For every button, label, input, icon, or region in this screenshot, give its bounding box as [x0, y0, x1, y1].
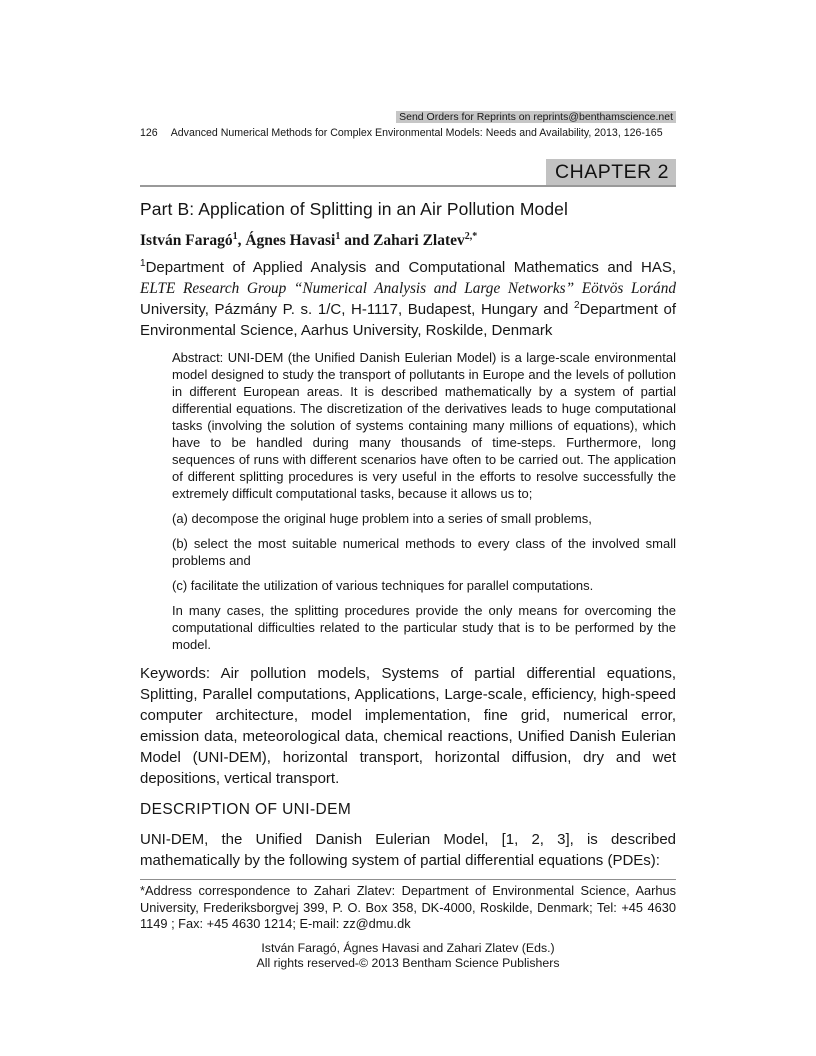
- keywords-label: Keywords:: [140, 665, 211, 682]
- reprint-notice-row: [140, 110, 676, 124]
- chapter-rule: [140, 159, 676, 187]
- affiliation-text-3b: Department of: [579, 301, 677, 318]
- keywords-paragraph: [140, 663, 676, 789]
- author-name-1: István Faragó: [140, 232, 233, 249]
- footnote-divider: [140, 879, 676, 880]
- keywords-text: Air pollution models, Systems of partial differential equations, Splitting, Parallel computations, Applications, Large-scale, efficiency, high-speed computer architecture, model implementation, fine grid, numerical error, emission data, meteorological data, chemical reactions, Unified Danish Eulerian Model (UNI-DEM), horizontal transport, horizontal diffusion, dry and wet depositions, vertical transport.: [140, 665, 677, 787]
- abstract-item-c: (c) facilitate the utilization of various techniques for parallel computations.: [172, 578, 594, 593]
- abstract-item-b: (b) select the most suitable numerical methods to every class of the involved small problems and: [172, 536, 676, 568]
- correspondence-footnote: *Address correspondence to Zahari Zlatev: Department of Environmental Science, Aarhus University, Frederiksborgvej 399, P. O. Box 358, DK-4000, Roskilde, Denmark; Tel: +45 4630 1149 ; Fax: +45 4630 1214; E-mail: zz@dmu.dk: [140, 883, 676, 931]
- abstract-body: UNI-DEM (the Unified Danish Eulerian Model) is a large-scale environmental model designed to study the transport of pollutants in Europe and the levels of pollution in different European areas. It is described mathematically by a system of partial differential equations. The discretization of the derivatives leads to huge computational tasks (involving the solution of systems containing many millions of equations), which have to be handled during many thousands of time-steps. Furthermore, long sequences of runs with different scenarios have often to be carried out. The application of different splitting procedures is very useful in the efforts to resolve successfully the extremely difficult computational tasks, because it allows us to;: [172, 350, 676, 501]
- running-head: [140, 127, 676, 140]
- abstract-section: [172, 349, 676, 653]
- abstract-paragraph: [172, 349, 676, 502]
- page-number: 126: [140, 127, 158, 139]
- abstract-closing: In many cases, the splitting procedures provide the only means for overcoming the computational difficulties related to the particular study that is to be performed by the model.: [172, 603, 676, 652]
- page-footer: [140, 941, 676, 973]
- footer-editors-line: István Faragó, Ágnes Havasi and Zahari Zlatev (Eds.): [261, 940, 555, 955]
- affiliation-line-2: ELTE Research Group “Numerical Analysis and Large Networks” Eötvös Loránd: [140, 280, 676, 297]
- affiliation-line-3: [140, 299, 676, 320]
- author-name-2: , Ágnes Havasi: [237, 232, 336, 249]
- affiliation-block: [140, 257, 676, 341]
- affiliation-line-1: [140, 257, 676, 278]
- affiliation-text-3a: University, Pázmány P. s. 1/C, H-1117, Budapest, Hungary and: [140, 301, 574, 318]
- author-name-3: and Zahari Zlatev: [340, 232, 465, 249]
- footer-copyright-line: All rights reserved-© 2013 Bentham Science Publishers: [256, 956, 560, 971]
- section-heading: DESCRIPTION OF UNI-DEM: [140, 801, 352, 818]
- author-sup-3: 2,*: [464, 230, 478, 242]
- abstract-item-a: (a) decompose the original huge problem into a series of small problems,: [172, 511, 592, 526]
- abstract-label: Abstract:: [172, 350, 224, 365]
- affiliation-sup-2: 2: [573, 300, 580, 311]
- page-title: Part B: Application of Splitting in an Air Pollution Model: [140, 199, 568, 219]
- chapter-badge: CHAPTER 2: [546, 159, 676, 185]
- author-sup-2: 1: [335, 230, 341, 242]
- authors-line: [140, 232, 676, 250]
- running-title: Advanced Numerical Methods for Complex Environmental Models: Needs and Availability, 2013, 126-165: [170, 127, 663, 139]
- affiliation-text-1: Department of Applied Analysis and Computational Mathematics and HAS,: [145, 259, 676, 276]
- affiliation-sup-1: 1: [140, 258, 146, 269]
- affiliation-line-4: Environmental Science, Aarhus University, Roskilde, Denmark: [140, 322, 553, 339]
- author-sup-1: 1: [232, 230, 238, 242]
- body-paragraph: UNI-DEM, the Unified Danish Eulerian Model, [1, 2, 3], is described mathematically by the following system of partial differential equations (PDEs):: [140, 831, 676, 869]
- reprint-notice: Send Orders for Reprints on reprints@benthamscience.net: [396, 111, 676, 123]
